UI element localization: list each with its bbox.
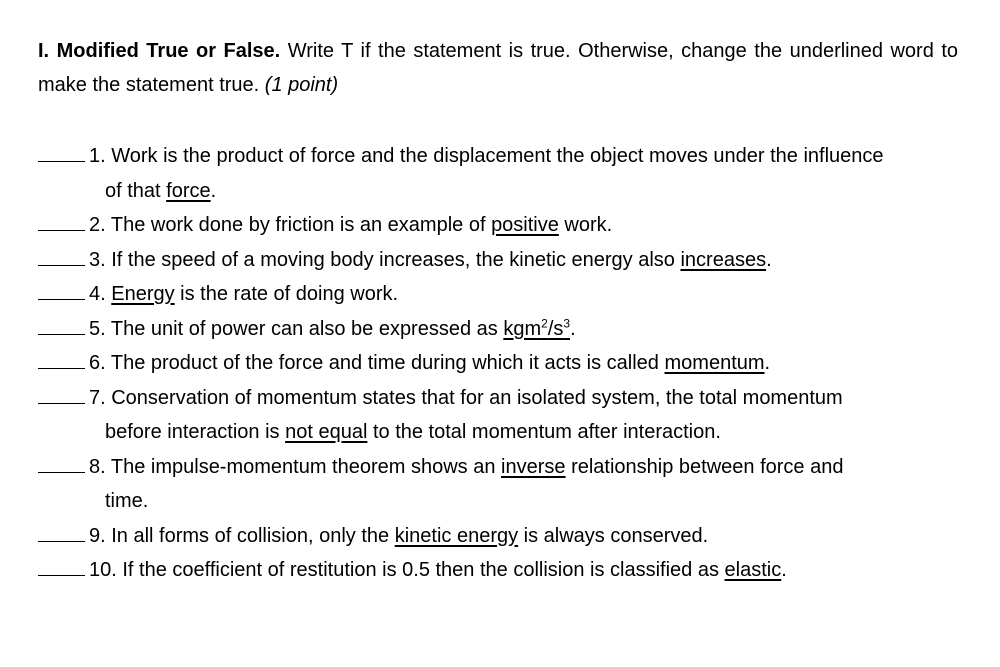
underlined-word: elastic	[724, 559, 782, 581]
answer-blank[interactable]	[38, 243, 85, 266]
question-text: 9. In all forms of collision, only the kinetic energy is always conserved.	[89, 524, 709, 547]
question-item	[38, 243, 958, 278]
question-item	[38, 346, 958, 381]
underlined-word: inverse	[501, 455, 566, 478]
question-list	[38, 139, 958, 588]
answer-blank[interactable]	[38, 277, 85, 300]
question-item	[38, 312, 958, 347]
answer-blank[interactable]	[38, 312, 85, 335]
underlined-word: $kgm^2/s^3$	[503, 315, 571, 340]
answer-blank[interactable]	[38, 553, 85, 576]
instructions-body: Write T if the statement is true. Otherwise, change the underlined word to make the statement true.	[38, 40, 959, 96]
answer-blank[interactable]	[38, 519, 85, 542]
question-text: 8. The impulse-momentum theorem shows an inverse relationship between force and time.	[89, 455, 844, 512]
question-item	[38, 450, 958, 519]
section-heading: I. Modified True or False.	[38, 40, 281, 62]
answer-blank[interactable]	[38, 139, 85, 162]
question-item	[38, 208, 958, 243]
underlined-word: momentum	[664, 352, 765, 374]
answer-blank[interactable]	[38, 381, 85, 404]
question-text: 10. If the coefficient of restitution is 0.5 then the collision is classified as elastic.	[89, 559, 787, 581]
answer-blank[interactable]	[38, 208, 85, 231]
underlined-word: force	[166, 179, 211, 202]
underlined-word: positive	[491, 214, 559, 236]
question-item	[38, 553, 958, 588]
instructions	[38, 34, 958, 102]
question-text: 2. The work done by friction is an example of positive work.	[89, 214, 613, 236]
question-text: 7. Conservation of momentum states that for an isolated system, the total momentum before interaction is not equal to the total momentum after interaction.	[89, 386, 843, 443]
question-item	[38, 519, 958, 554]
question-item	[38, 277, 958, 312]
question-text: 3. If the speed of a moving body increases, the kinetic energy also increases.	[89, 248, 772, 271]
underlined-word: increases	[680, 248, 767, 271]
question-text: 4. Energy is the rate of doing work.	[89, 283, 399, 305]
question-text: 6. The product of the force and time during which it acts is called momentum.	[89, 352, 771, 374]
question-text: 5. The unit of power can also be expressed as $kgm^2/s^3$.	[89, 315, 576, 340]
answer-blank[interactable]	[38, 450, 85, 473]
underlined-word: Energy	[111, 283, 175, 305]
answer-blank[interactable]	[38, 346, 85, 369]
question-item	[38, 139, 958, 208]
question-item	[38, 381, 958, 450]
question-text: 1. Work is the product of force and the displacement the object moves under the influence of that force.	[89, 145, 884, 202]
points-note: (1 point)	[264, 74, 339, 96]
underlined-word: kinetic energy	[394, 524, 519, 547]
underlined-word: not equal	[285, 421, 368, 443]
